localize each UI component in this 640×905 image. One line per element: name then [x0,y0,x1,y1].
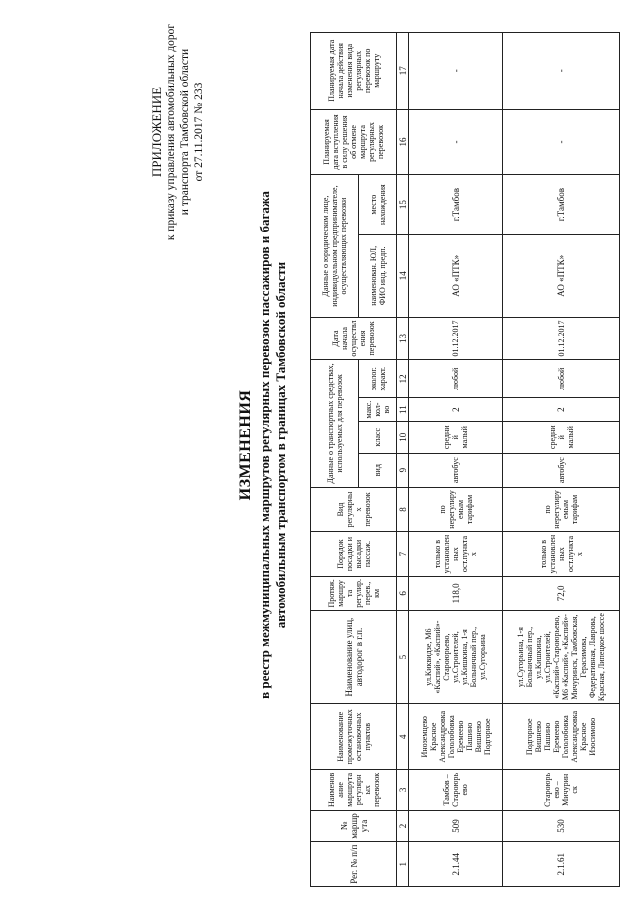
cell-boarding: только в установленных ост.пунктах [409,532,503,577]
cell-streets: ул.Сугорьина, 1-я Больничный пер., ул.Кишкина, ул.Строителей, «Каспий»-Староюрьево, М6 «Каспий», «Каспий»-Мичуринск, Тамбовская, Герасимова, Федеративная, Лаврова, Красная, Липецкое шоссе [503,610,620,703]
cell-cancel-date: - [503,109,620,175]
column-number: 7 [397,532,409,577]
cell-carriage-type: по нерегулируемым тарифам [503,487,620,532]
cell-length: 72,0 [503,576,620,610]
header-carrier-group: Данные о юридическом лице, индивидуальном предпринимателе, осуществляющих перевозки [311,175,359,317]
cell-vehicle-type: автобус [409,453,503,487]
cell-vehicle-class: средний малый [409,421,503,453]
column-number: 15 [397,175,409,234]
column-number: 5 [397,610,409,703]
cell-stops: Иноземцево Красное Александровка Гололобовка Еремеево Пашино Вишнево Подгорное [409,704,503,770]
annex-line-3: от 27.11.2017 № 233 [193,82,205,182]
cell-route-name: Староюрьево – Мичуринск [503,770,620,810]
header-carrier-name: наименован. ЮЛ, ФИО инд. предп. [359,234,397,317]
annex-line-1: к приказу управления автомобильных дорог [165,23,177,241]
header-vehicle-type: вид [359,453,397,487]
cell-carrier-location: г.Тамбов [409,175,503,234]
table-row [409,33,503,887]
column-number: 9 [397,453,409,487]
cell-vehicle-class: средний малый [503,421,620,453]
column-number-row [397,33,409,887]
annex-label: ПРИЛОЖЕНИЕ [149,86,164,178]
cell-vehicle-eco: любой [503,360,620,398]
cell-vehicle-max: 2 [409,398,503,421]
column-number: 14 [397,234,409,317]
cell-reg-no: 2.1.61 [503,842,620,887]
column-number: 13 [397,317,409,359]
cell-vehicle-type: автобус [503,453,620,487]
cell-route-no: 509 [409,810,503,842]
column-number: 8 [397,487,409,532]
title-main: ИЗМЕНЕНИЯ [237,389,254,501]
header-route-no: № маршрута [311,810,397,842]
cell-vehicle-max: 2 [503,398,620,421]
cell-route-no: 530 [503,810,620,842]
column-number: 4 [397,704,409,770]
cell-length: 118,0 [409,576,503,610]
cell-carrier-name: АО «ПТК» [409,234,503,317]
title-sub-1: в реестр межмуниципальных маршрутов регулярных перевозок пассажиров и багажа [257,191,272,699]
cell-vehicle-eco: любой [409,360,503,398]
header-carriage-type: Вид регулярных перевозок [311,487,397,532]
cell-cancel-date: - [409,109,503,175]
column-number: 10 [397,421,409,453]
cell-streets: ул.Киквидзе, М6 «Каспий», «Каспий»-Староюрьево, ул.Строителей, ул.Кишкина, 1-я Больничный пер., ул.Сугорьина [409,610,503,703]
header-reg-no: Рег. № п/п [311,842,397,887]
column-number: 17 [397,33,409,110]
header-length: Протяж. маршрута регулир. перев., км [311,576,397,610]
cell-start-date: 01.12.2017 [503,317,620,359]
header-start-date: Дата начала осуществления перевозок [311,317,397,359]
header-vehicle-eco: эколог. характ. [359,360,397,398]
annex-line-2: и транспорта Тамбовской области [179,48,191,216]
header-change-date: Планируемая дата начала действия изменения вида регулярных перевозок по маршруту [311,33,397,110]
header-streets: Наименование улиц, автодорог в г.п. [311,610,397,703]
column-number: 2 [397,810,409,842]
header-route-name: Наименование маршрута регулярных перевозок [311,770,397,810]
cell-stops: Подгорное Вишнево Пашино Еремеево Гололобовка Александровка Красное Изосимово [503,704,620,770]
document-title [235,45,289,845]
registry-table [310,32,620,887]
header-vehicles-group: Данные о транспортных средствах, используемых для перевозок [311,360,359,487]
cell-route-name: Тамбов – Староюрьево [409,770,503,810]
header-vehicle-class: класс [359,421,397,453]
title-sub-2: автомобильным транспортом в границах Тамбовской области [273,261,288,629]
column-number: 16 [397,109,409,175]
cell-start-date: 01.12.2017 [409,317,503,359]
column-number: 3 [397,770,409,810]
annex-header [150,7,206,257]
header-carrier-location: место нахождения [359,175,397,234]
cell-carriage-type: по нерегулируемым тарифам [409,487,503,532]
column-number: 12 [397,360,409,398]
cell-carrier-name: АО «ПТК» [503,234,620,317]
header-vehicle-max: макс. кол-во [359,398,397,421]
cell-reg-no: 2.1.44 [409,842,503,887]
column-number: 1 [397,842,409,887]
table-row [503,33,620,887]
column-number: 11 [397,398,409,421]
header-boarding: Порядок посадки и высадки пассаж. [311,532,397,577]
header-cancel-date: Планируемая дата вступления в силу решения об отмене маршрута регулярных перевозок [311,109,397,175]
header-stops: Наименование промежуточных остановочных пунктов [311,704,397,770]
cell-change-date: - [503,33,620,110]
cell-change-date: - [409,33,503,110]
cell-carrier-location: г.Тамбов [503,175,620,234]
column-number: 6 [397,576,409,610]
cell-boarding: только в установленных ост.пунктах [503,532,620,577]
